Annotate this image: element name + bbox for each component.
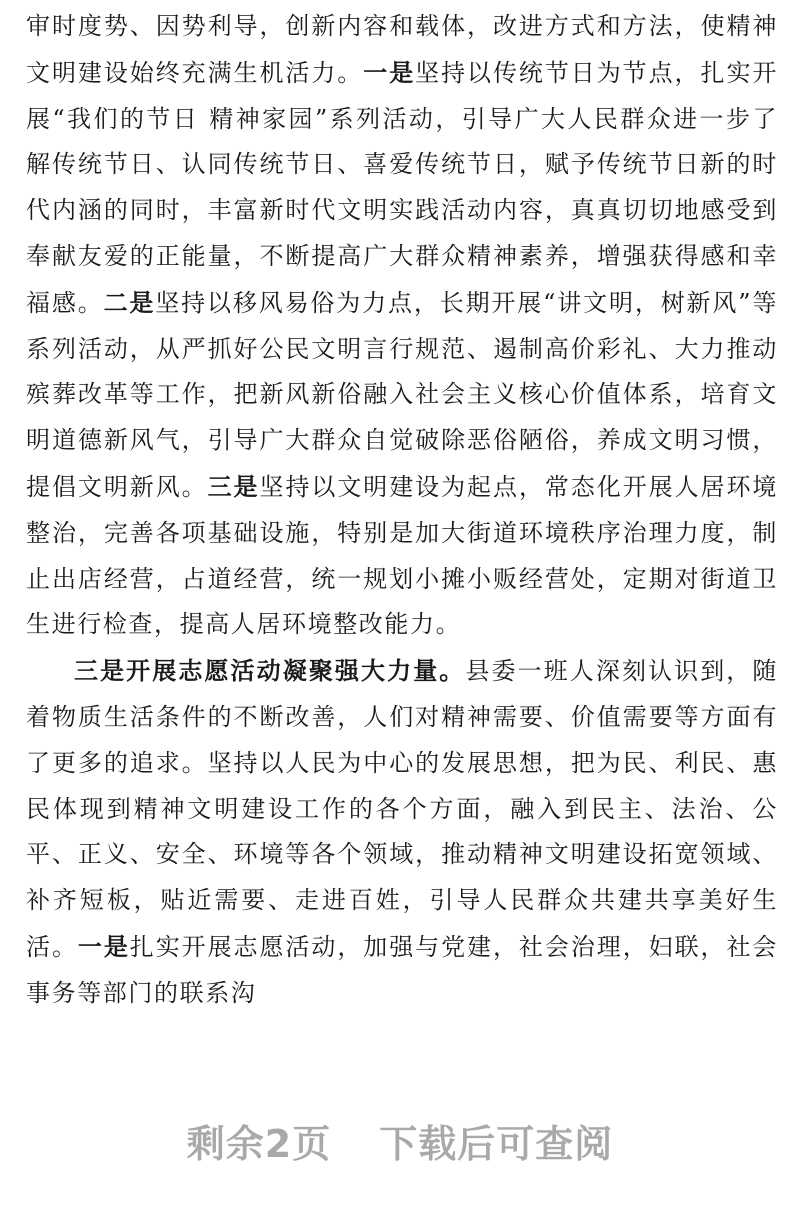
document-body	[26, 4, 778, 1017]
paragraph-1-point-three-label: 三是	[207, 471, 260, 501]
remaining-pages-label: 剩余2页	[186, 1121, 332, 1166]
paragraph-1-point-two-text: 坚持以移风易俗为力点，长期开展“讲文明，树新风”等系列活动，从严抓好公民文明言行规范、遏制高价彩礼、大力推动殡葬改革等工作，把新风新俗融入社会主义核心价值体系，培育文明道德新风气，引导广大群众自觉破除恶俗陋俗，养成文明习惯，提倡文明新风。	[26, 288, 778, 501]
paragraph-2-point-one-label: 一是	[77, 931, 130, 961]
paragraph-1-text: 审时度势、因势利导，创新内容和载体，改进方式和方法，使精神文明建设始终充满生机活力。	[26, 12, 778, 87]
paragraph-2-point-one-text: 扎实开展志愿活动，加强与党建，社会治理，妇联，社会事务等部门的联系沟	[26, 932, 779, 1007]
paragraph-1-point-one-text: 坚持以传统节日为节点，扎实开展“我们的节日 精神家园”系列活动，引导广大人民群众进一步了解传统节日、认同传统节日、喜爱传统节日，赋予传统节日新的时代内涵的同时，丰富新时代文明实践活动内容，真真切切地感受到奉献友爱的正能量，不断提高广大群众精神素养，增强获得感和幸福感。	[26, 58, 778, 317]
download-hint-label: 下载后可查阅	[379, 1121, 614, 1166]
paragraph-2	[26, 648, 778, 1016]
paragraph-1	[26, 4, 778, 648]
paragraph-1-point-two-label: 二是	[103, 287, 156, 317]
download-prompt-banner[interactable]	[0, 1100, 800, 1180]
paragraph-2-text: 县委一班人深刻认识到，随着物质生活条件的不断改善，人们对精神需要、价值需要等方面有了更多的追求。坚持以人民为中心的发展思想，把为民、利民、惠民体现到精神文明建设工作的各个方面，融入到民主、法治、公平、正义、安全、环境等各个领域，推动精神文明建设拓宽领域、补齐短板，贴近需要、走进百姓，引导人民群众共建共享美好生活。	[26, 657, 779, 961]
paragraph-1-point-three-text: 坚持以文明建设为起点，常态化开展人居环境整治，完善各项基础设施，特别是加大街道环境秩序治理力度，制止出店经营，占道经营，统一规划小摊小贩经营处，定期对街道卫生进行检查，提高人居环境整改能力。	[26, 472, 779, 639]
paragraph-1-point-one-label: 一是	[363, 57, 416, 87]
section-heading: 三是开展志愿活动凝聚强大力量。	[74, 656, 466, 686]
